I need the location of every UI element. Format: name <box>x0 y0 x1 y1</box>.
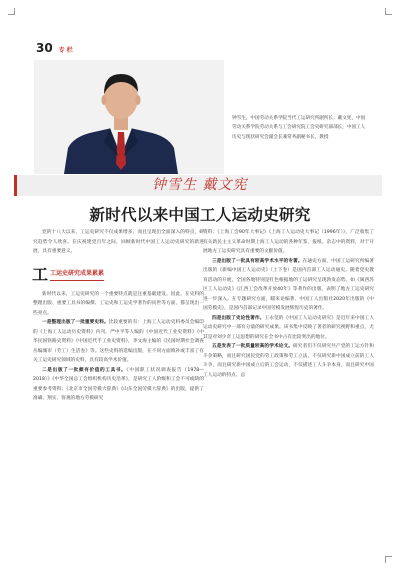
author-photo <box>34 60 224 174</box>
point-body: 《中国职工状况调查报告（1978—2018）》《中华全国总工会组织机构历史沿革》，是研究工人阶级和工会不可或缺的重要参考资料；《北京市全国劳模大辞典》《山东全国劳模大辞典》的出版，提供了准确、翔实、客观的地方劳模研究 <box>33 367 204 401</box>
point-body: 在通史方面，中国工运研究所编著出版的《新编中国工人运动史》（上下卷）是国内首部工人运动通史。随着党史教育活动的开展，全国各地特别是红色根据地的工运研究呈现勃发态势。如《闽西苏区工人运动史》《江西工会改革开放40年》等著作的出版，表明了地方工运史研究进一步深入。在专题研究方面，瞄来论编著、中国工人出版社2020年出版的《中国劳模史》，是国内首部记录中国劳模发展辉煌历史的著作。 <box>203 258 374 311</box>
author-bio: 钟雪生，中国劳动关系学院当代工运研究所副所长；戴文宪，中国劳动关系学院劳动关系与工会研究院工会史研究部部长，中国工人历史与现状研究会副会长兼常务副秘书长，教授 <box>232 116 366 140</box>
body-paragraph: 资料；《上海工会90年大事记》《上海工人运动史大事记（1996年）》，广泛收集了有关新民主主义革命时期上海工人运动的各种年鉴、报纸、杂志中的资料，对于开展地方工运史研究具有重要的文献价值。 <box>203 230 374 254</box>
intro-paragraph: 党的十八大以来，工运史研究不仅成果增多，而且呈现出全面深入的特点，研究趋势令人欣喜。在庆祝建党百年之际，回顾新时代中国工人运动史研究的新进展，具有重要意义。 <box>33 230 204 254</box>
point-body: 王永玺的《中国工人运动史研究》是近年来中国工人运动史研究中一部有分量的研究成果。该书集中反映了著者的研究视野和重点，尤其是对刘少奇工运思想的研究在全书中占有比较突出的地位。 <box>203 315 374 340</box>
banner-accent-bar <box>14 175 17 196</box>
crop-mark-top-left <box>8 8 15 15</box>
body-paragraph: 新时代以来，工运史研究的一个重要特点就是注重基础建设。因此，在史料的整理出版、重要工具书的编撰、工运史和工运史学著作的问世等方面，都呈现出一些亮点。 <box>33 291 204 316</box>
point-heading <box>203 257 374 314</box>
point-lead: 三是出版了一批具有较高学术水平的专著。 <box>212 258 303 264</box>
point-body: 研究者们不仅研究共产党的工运方针和斗争策略，而且研究国民党的劳工政策和劳工立法，不仅研究新中国成立前的工人斗争，而且研究新中国成立后的工会运动，不仅描述工人斗争本身，而且研究中国工人运动的特点、总 <box>203 344 374 378</box>
article-title: 新时代以来中国工人运动史研究 <box>89 206 311 224</box>
crop-mark-top-right <box>385 8 392 15</box>
point-heading <box>203 314 374 343</box>
article-column-right <box>203 228 374 380</box>
section-heading-text: 工运史研究成果累累 <box>50 269 104 281</box>
page-number: 30 <box>36 41 53 55</box>
point-lead: 一是整理出版了一批重要史料。 <box>42 320 109 325</box>
section-heading <box>32 264 204 284</box>
article-column-left <box>33 228 204 404</box>
crop-mark-bottom-right <box>385 556 392 563</box>
page-header <box>36 41 73 55</box>
point-lead: 四是出版了史论性著作。 <box>212 315 265 321</box>
point-heading <box>33 366 204 404</box>
section-label: 专 栏 <box>58 47 73 54</box>
heading-marker-glyph: 工 <box>32 264 49 284</box>
point-lead: 二是出版了一批颇有价值的工具书。 <box>42 367 127 373</box>
author-signature: 钟雪生 戴文宪 <box>152 177 248 193</box>
point-lead: 五是发表了一批质量较高的学术论文。 <box>212 344 294 349</box>
point-body: 比较重要的有：上海工人运动史料委员会编印的《上海工人运动历史资料》内刊，严中平等人编的《中国近代工业史资料》《中华民国铁路史资料》《中国近代手工业史资料》，李文海主编的《民国时期社会调查丛编城市（劳工）生活卷》等。这些史料的选编出版，在不同方面填补或丰富了有关工运史研究领域的史料，具有较高学术价值。 <box>33 320 204 363</box>
point-heading <box>203 342 374 380</box>
point-heading <box>33 318 204 366</box>
